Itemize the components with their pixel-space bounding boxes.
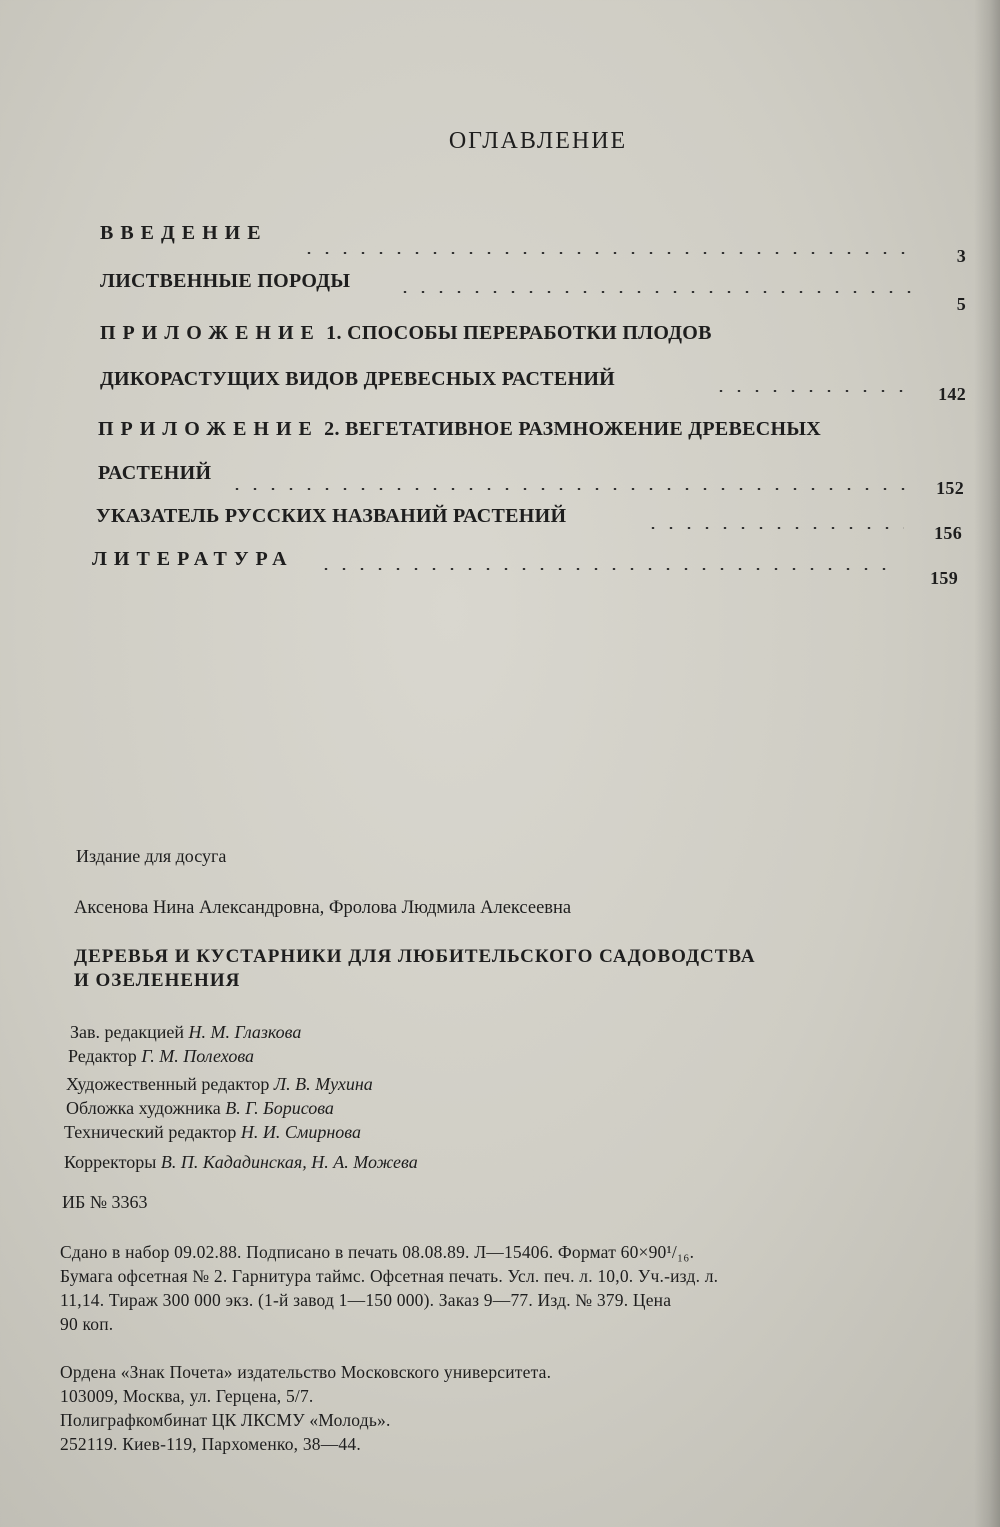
ib-number: ИБ № 3363 bbox=[62, 1192, 148, 1212]
toc-page-number: 159 bbox=[930, 568, 958, 588]
staff-name: В. Г. Борисова bbox=[225, 1098, 334, 1118]
staff-editor bbox=[68, 1046, 254, 1067]
toc-appendix-prefix: ПРИЛОЖЕНИЕ bbox=[98, 418, 319, 440]
book-title-line-1: ДЕРЕВЬЯ И КУСТАРНИКИ ДЛЯ ЛЮБИТЕЛЬСКОГО САДОВОДСТВА bbox=[74, 946, 756, 967]
page-edge-shadow bbox=[974, 0, 1000, 1527]
publisher-line-1: Ордена «Знак Почета» издательство Московского университета. bbox=[60, 1362, 552, 1382]
staff-tech-editor bbox=[64, 1122, 361, 1143]
toc-entry-label-line-2: РАСТЕНИЙ bbox=[98, 462, 212, 484]
print-data-line-2: Бумага офсетная № 2. Гарнитура таймс. Офсетная печать. Усл. печ. л. 10,0. Уч.-изд. л. bbox=[60, 1266, 719, 1286]
edition-type: Издание для досуга bbox=[76, 846, 227, 866]
toc-entry-label: ЛИСТВЕННЫЕ ПОРОДЫ bbox=[100, 270, 351, 292]
toc-appendix-title: 1. СПОСОБЫ ПЕРЕРАБОТКИ ПЛОДОВ bbox=[326, 322, 712, 344]
staff-role: Корректоры bbox=[64, 1152, 157, 1172]
toc-entry-label-line-2: ДИКОРАСТУЩИХ ВИДОВ ДРЕВЕСНЫХ РАСТЕНИЙ bbox=[100, 368, 616, 390]
publisher-line-3: Полиграфкомбинат ЦК ЛКСМУ «Молодь». bbox=[60, 1410, 391, 1430]
staff-role: Технический редактор bbox=[64, 1122, 237, 1142]
toc-entry-literature bbox=[92, 548, 958, 598]
toc-leader-dots bbox=[396, 291, 918, 293]
staff-role: Редактор bbox=[68, 1046, 137, 1066]
staff-name: Н. И. Смирнова bbox=[240, 1122, 361, 1142]
staff-name: Г. М. Полехова bbox=[141, 1046, 255, 1066]
print-data-line-1: Сдано в набор 09.02.88. Подписано в печать 08.08.89. Л—15406. Формат 60×90¹/₁₆. bbox=[60, 1242, 695, 1262]
staff-role: Художественный редактор bbox=[66, 1074, 270, 1094]
toc-entry-deciduous bbox=[100, 270, 966, 320]
staff-name: В. П. Кададинская, Н. А. Можева bbox=[160, 1152, 418, 1172]
staff-art-editor bbox=[66, 1074, 373, 1095]
toc-entry-label-line-1 bbox=[98, 418, 821, 441]
toc-page-number: 3 bbox=[956, 246, 966, 266]
toc-leader-dots bbox=[228, 488, 906, 490]
staff-cover-artist bbox=[66, 1098, 334, 1119]
toc-leader-dots bbox=[300, 252, 918, 254]
staff-role: Зав. редакцией bbox=[70, 1022, 185, 1042]
staff-proofreaders bbox=[64, 1152, 418, 1173]
toc-entry-label: ЛИТЕРАТУРА bbox=[92, 548, 294, 570]
staff-name: Л. В. Мухина bbox=[273, 1074, 373, 1094]
print-data-line-4: 90 коп. bbox=[60, 1314, 114, 1334]
toc-title: ОГЛАВЛЕНИЕ bbox=[448, 128, 628, 154]
toc-entry-label-line-1 bbox=[100, 322, 712, 345]
staff-chief-editor bbox=[70, 1022, 301, 1043]
publisher-line-2: 103009, Москва, ул. Герцена, 5/7. bbox=[60, 1386, 314, 1406]
toc-leader-dots bbox=[644, 527, 904, 529]
toc-entry-appendix-1 bbox=[100, 322, 966, 404]
toc-page-number: 142 bbox=[938, 384, 966, 404]
toc-page-number: 156 bbox=[934, 523, 962, 543]
toc-leader-dots bbox=[317, 568, 900, 570]
staff-role: Обложка художника bbox=[66, 1098, 221, 1118]
toc-page-number: 152 bbox=[936, 478, 964, 498]
toc-appendix-title: 2. ВЕГЕТАТИВНОЕ РАЗМНОЖЕНИЕ ДРЕВЕСНЫХ bbox=[324, 418, 822, 440]
toc-appendix-prefix: ПРИЛОЖЕНИЕ bbox=[100, 322, 321, 344]
staff-name: Н. М. Глазкова bbox=[188, 1022, 302, 1042]
book-authors: Аксенова Нина Александровна, Фролова Людмила Алексеевна bbox=[74, 898, 572, 918]
book-title-line-2: И ОЗЕЛЕНЕНИЯ bbox=[74, 970, 241, 991]
toc-entry-appendix-2 bbox=[98, 418, 964, 500]
toc-page-number: 5 bbox=[956, 294, 966, 314]
print-data-line-3: 11,14. Тираж 300 000 экз. (1-й завод 1—150 000). Заказ 9—77. Изд. № 379. Цена bbox=[60, 1290, 672, 1310]
publisher-line-4: 252119. Киев-119, Пархоменко, 38—44. bbox=[60, 1434, 361, 1454]
toc-entry-label: ВВЕДЕНИЕ bbox=[100, 222, 268, 244]
toc-entry-label: УКАЗАТЕЛЬ РУССКИХ НАЗВАНИЙ РАСТЕНИЙ bbox=[96, 505, 567, 527]
toc-leader-dots bbox=[712, 390, 904, 392]
